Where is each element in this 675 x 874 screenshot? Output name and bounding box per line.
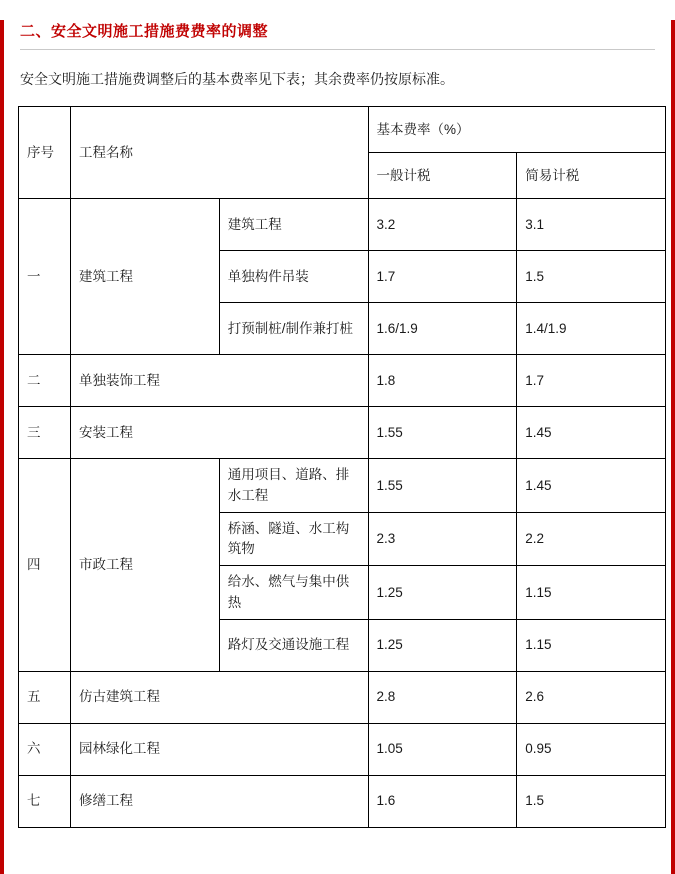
table-row [19,459,666,513]
row-category-name: 建筑工程 [71,199,220,355]
row-simple-rate: 1.5 [517,251,666,303]
row-simple-rate: 2.2 [517,512,666,566]
row-subitem: 路灯及交通设施工程 [219,619,368,671]
row-category-name: 园林绿化工程 [71,723,369,775]
table-row [19,355,666,407]
table-header-row-1 [19,107,666,153]
row-no: 六 [19,723,71,775]
row-no: 七 [19,775,71,827]
row-simple-rate: 0.95 [517,723,666,775]
row-category-name: 安装工程 [71,407,369,459]
header-cell-no: 序号 [19,107,71,199]
row-general-rate: 1.6 [368,775,517,827]
row-category-name: 修缮工程 [71,775,369,827]
title-divider [20,49,655,50]
row-general-rate: 3.2 [368,199,517,251]
row-general-rate: 2.3 [368,512,517,566]
row-simple-rate: 3.1 [517,199,666,251]
document-page [0,20,675,874]
row-simple-rate: 2.6 [517,671,666,723]
row-simple-rate: 1.7 [517,355,666,407]
header-cell-project-name: 工程名称 [71,107,369,199]
row-subitem: 通用项目、道路、排水工程 [219,459,368,513]
row-no: 二 [19,355,71,407]
row-no: 四 [19,459,71,672]
header-cell-general-tax: 一般计税 [368,153,517,199]
row-category-name: 市政工程 [71,459,220,672]
right-accent-bar [671,20,675,874]
row-general-rate: 2.8 [368,671,517,723]
table-row [19,671,666,723]
row-simple-rate: 1.15 [517,566,666,620]
table-row [19,775,666,827]
row-category-name: 仿古建筑工程 [71,671,369,723]
left-accent-bar [0,20,4,874]
rate-table [18,106,666,828]
row-category-name: 单独装饰工程 [71,355,369,407]
table-row [19,723,666,775]
row-simple-rate: 1.15 [517,619,666,671]
row-general-rate: 1.7 [368,251,517,303]
header-cell-base-rate: 基本费率（%） [368,107,666,153]
row-simple-rate: 1.4/1.9 [517,303,666,355]
row-subitem: 单独构件吊装 [219,251,368,303]
row-general-rate: 1.55 [368,459,517,513]
page-title: 二、安全文明施工措施费费率的调整 [20,23,269,40]
row-subitem: 建筑工程 [219,199,368,251]
row-no: 五 [19,671,71,723]
row-simple-rate: 1.45 [517,459,666,513]
row-general-rate: 1.25 [368,619,517,671]
intro-paragraph: 安全文明施工措施费调整后的基本费率见下表；其余费率仍按原标准。 [20,71,454,87]
row-general-rate: 1.6/1.9 [368,303,517,355]
row-simple-rate: 1.45 [517,407,666,459]
table-row [19,199,666,251]
row-simple-rate: 1.5 [517,775,666,827]
header-cell-simple-tax: 简易计税 [517,153,666,199]
row-no: 一 [19,199,71,355]
row-general-rate: 1.05 [368,723,517,775]
row-subitem: 桥涵、隧道、水工构筑物 [219,512,368,566]
row-general-rate: 1.25 [368,566,517,620]
row-general-rate: 1.55 [368,407,517,459]
table-row [19,407,666,459]
row-no: 三 [19,407,71,459]
row-subitem: 给水、燃气与集中供热 [219,566,368,620]
row-subitem: 打预制桩/制作兼打桩 [219,303,368,355]
row-general-rate: 1.8 [368,355,517,407]
